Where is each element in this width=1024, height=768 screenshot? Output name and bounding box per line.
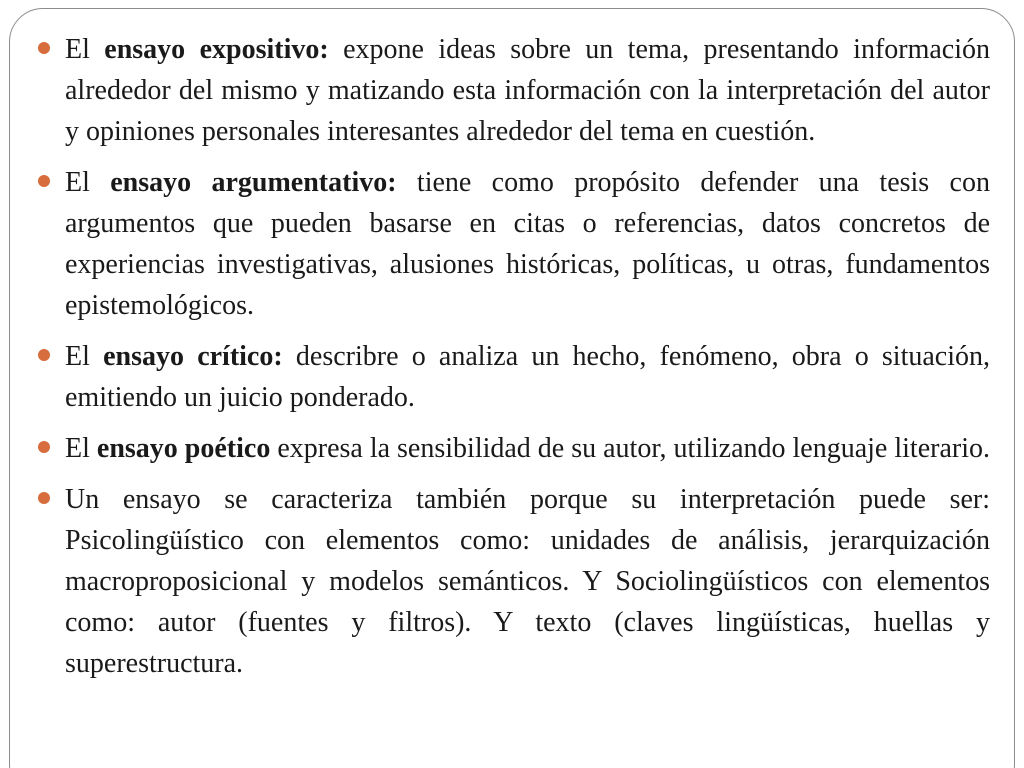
bullet-dot-icon: [38, 441, 50, 453]
bullet-term: ensayo crítico:: [103, 341, 283, 372]
bullet-lead: El: [65, 34, 105, 65]
bullet-text: Un ensayo se caracteriza también porque su interpretación puede ser: Psicolingüístico con elementos como: unidades de análisis, jerarquización macroproposicional y modelos semánticos. Y Sociolingüísticos con elementos como: autor (fuentes y filtros). Y texto (claves lingüísticas, huellas y superestructura.: [65, 484, 990, 679]
bullet-lead: El: [65, 167, 111, 198]
bullet-text: expresa la sensibilidad de su autor, utilizando lenguaje literario.: [270, 433, 990, 464]
bullet-dot-icon: [38, 42, 50, 54]
bullet-item-poetico: [36, 428, 990, 469]
bullet-item-critico: [36, 336, 990, 418]
bullet-dot-icon: [38, 175, 50, 187]
bullet-text: tiene como propósito defender una tesis con argumentos que pueden basarse en citas o referencias, datos concretos de experiencias investigativas, alusiones históricas, políticas, u otras, fundamentos epistemológicos.: [65, 167, 990, 321]
bullet-list: [36, 29, 990, 694]
bullet-dot-icon: [38, 492, 50, 504]
bullet-lead: El: [65, 341, 104, 372]
bullet-text: describre o analiza un hecho, fenómeno, obra o situación, emitiendo un juicio ponderado.: [65, 341, 990, 413]
bullet-item-argumentativo: [36, 162, 990, 326]
bullet-term: ensayo poético: [96, 433, 271, 464]
bullet-item-expositivo: [36, 29, 990, 152]
bullet-term: ensayo expositivo:: [104, 34, 329, 65]
bullet-text: expone ideas sobre un tema, presentando información alrededor del mismo y matizando esta información con la interpretación del autor y opiniones personales interesantes alrededor del tema en cuestión.: [65, 34, 991, 147]
bullet-lead: El: [65, 433, 97, 464]
bullet-term: ensayo argumentativo:: [110, 167, 397, 198]
bullet-item-interpretacion: [36, 479, 990, 684]
bullet-dot-icon: [38, 349, 50, 361]
